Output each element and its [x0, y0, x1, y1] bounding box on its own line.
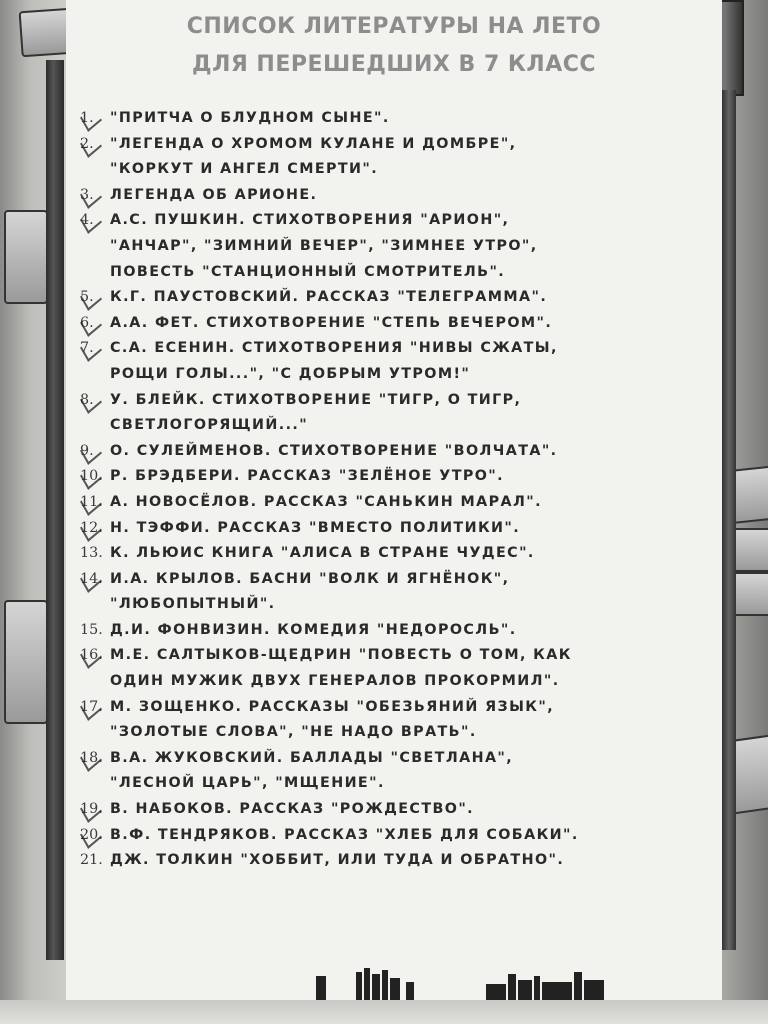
list-item	[80, 208, 710, 234]
item-text: В.Ф. ТЕНДРЯКОВ. РАССКАЗ "ХЛЕБ ДЛЯ СОБАКИ".	[110, 826, 579, 843]
item-number-checkmarked: 18.	[80, 746, 110, 772]
list-item	[80, 541, 710, 567]
item-text: ПОВЕСТЬ "СТАНЦИОННЫЙ СМОТРИТЕЛЬ".	[110, 263, 506, 280]
item-number: 15.	[80, 621, 103, 638]
document-page	[66, 0, 722, 1000]
list-item-continuation	[80, 720, 710, 746]
list-item	[80, 439, 710, 465]
item-text: ЛЕГЕНДА ОБ АРИОНЕ.	[110, 186, 318, 203]
item-text: А.С. ПУШКИН. СТИХОТВОРЕНИЯ "АРИОН",	[110, 212, 510, 229]
item-number-checkmarked: 3.	[80, 183, 110, 209]
list-item	[80, 567, 710, 593]
list-item-continuation	[80, 362, 710, 388]
item-text: В.А. ЖУКОВСКИЙ. БАЛЛАДЫ "СВЕТЛАНА",	[110, 749, 514, 766]
item-number-checkmarked: 20.	[80, 823, 110, 849]
item-text: И.А. КРЫЛОВ. БАСНИ "ВОЛК И ЯГНЁНОК",	[110, 570, 510, 587]
item-number-checkmarked: 1.	[80, 106, 110, 132]
list-item	[80, 823, 710, 849]
shelf-post-right	[722, 90, 736, 950]
item-text: Н. ТЭФФИ. РАССКАЗ "ВМЕСТО ПОЛИТИКИ".	[110, 519, 521, 536]
item-number-checkmarked: 8.	[80, 388, 110, 414]
list-item	[80, 643, 710, 669]
list-item-continuation	[80, 771, 710, 797]
list-item	[80, 311, 710, 337]
item-text: У. БЛЕЙК. СТИХОТВОРЕНИЕ "ТИГР, О ТИГР,	[110, 391, 522, 408]
item-text: К.Г. ПАУСТОВСКИЙ. РАССКАЗ "ТЕЛЕГРАММА".	[110, 289, 548, 306]
list-item	[80, 797, 710, 823]
item-text: А.А. ФЕТ. СТИХОТВОРЕНИЕ "СТЕПЬ ВЕЧЕРОМ".	[110, 314, 553, 331]
item-text: Р. БРЭДБЕРИ. РАССКАЗ "ЗЕЛЁНОЕ УТРО".	[110, 468, 504, 485]
list-item	[80, 106, 710, 132]
table-surface	[0, 1000, 768, 1024]
list-item-continuation	[80, 260, 710, 286]
list-item-continuation	[80, 234, 710, 260]
list-item	[80, 490, 710, 516]
item-text: В. НАБОКОВ. РАССКАЗ "РОЖДЕСТВО".	[110, 801, 475, 818]
list-item	[80, 183, 710, 209]
books-skyline-decoration	[316, 966, 616, 1000]
list-item-continuation	[80, 157, 710, 183]
item-number: 21.	[80, 852, 103, 869]
list-item	[80, 388, 710, 414]
list-item	[80, 848, 710, 874]
shelf-post-left	[46, 60, 64, 960]
item-text: ОДИН МУЖИК ДВУХ ГЕНЕРАЛОВ ПРОКОРМИЛ".	[110, 673, 560, 690]
item-number-checkmarked: 9.	[80, 439, 110, 465]
list-item-continuation	[80, 413, 710, 439]
item-text: "АНЧАР", "ЗИМНИЙ ВЕЧЕР", "ЗИМНЕЕ УТРО",	[110, 237, 538, 254]
item-text: Д.И. ФОНВИЗИН. КОМЕДИЯ "НЕДОРОСЛЬ".	[110, 621, 517, 638]
item-number-checkmarked: 19.	[80, 797, 110, 823]
item-text: "ЛЕСНОЙ ЦАРЬ", "МЩЕНИЕ".	[110, 775, 385, 792]
item-number: 13.	[80, 545, 103, 562]
item-text: М. ЗОЩЕНКО. РАССКАЗЫ "ОБЕЗЬЯНИЙ ЯЗЫК",	[110, 698, 555, 715]
reading-list	[80, 106, 710, 874]
item-number-checkmarked: 14.	[80, 567, 110, 593]
item-number-checkmarked: 4.	[80, 208, 110, 234]
list-item	[80, 695, 710, 721]
item-text: О. СУЛЕЙМЕНОВ. СТИХОТВОРЕНИЕ "ВОЛЧАТА".	[110, 442, 558, 459]
item-text: "ЗОЛОТЫЕ СЛОВА", "НЕ НАДО ВРАТЬ".	[110, 724, 477, 741]
list-item-continuation	[80, 592, 710, 618]
item-number-checkmarked: 10.	[80, 464, 110, 490]
list-item	[80, 132, 710, 158]
title-line-1: СПИСОК ЛИТЕРАТУРЫ НА ЛЕТО	[186, 14, 602, 39]
item-number-checkmarked: 17.	[80, 695, 110, 721]
item-number-checkmarked: 16.	[80, 643, 110, 669]
item-text: СВЕТЛОГОРЯЩИЙ..."	[110, 417, 309, 434]
item-text: К. ЛЬЮИС КНИГА "АЛИСА В СТРАНЕ ЧУДЕС".	[110, 545, 535, 562]
item-text: "ЛЮБОПЫТНЫЙ".	[110, 596, 276, 613]
item-number-checkmarked: 5.	[80, 285, 110, 311]
title-line-2: ДЛЯ ПЕРЕШЕДШИХ В 7 КЛАСС	[191, 52, 597, 77]
list-item	[80, 285, 710, 311]
item-text: "КОРКУТ И АНГЕЛ СМЕРТИ".	[110, 161, 379, 178]
book-stack-left	[4, 600, 48, 724]
item-number-checkmarked: 7.	[80, 336, 110, 362]
item-text: "ПРИТЧА О БЛУДНОМ СЫНЕ".	[110, 110, 390, 126]
item-number-checkmarked: 2.	[80, 132, 110, 158]
item-text: РОЩИ ГОЛЫ...", "С ДОБРЫМ УТРОМ!"	[110, 365, 471, 382]
item-text: М.Е. САЛТЫКОВ-ЩЕДРИН "ПОВЕСТЬ О ТОМ, КАК	[110, 647, 572, 664]
item-text: "ЛЕГЕНДА О ХРОМОМ КУЛАНЕ И ДОМБРЕ",	[110, 135, 517, 152]
item-number-checkmarked: 11.	[80, 490, 110, 516]
list-item-continuation	[80, 669, 710, 695]
item-text: С.А. ЕСЕНИН. СТИХОТВОРЕНИЯ "НИВЫ СЖАТЫ,	[110, 340, 558, 357]
item-text: А. НОВОСЁЛОВ. РАССКАЗ "САНЬКИН МАРАЛ".	[110, 493, 542, 510]
list-item	[80, 516, 710, 542]
book-open-left	[4, 210, 48, 304]
list-item	[80, 746, 710, 772]
list-item	[80, 618, 710, 644]
item-number-checkmarked: 12.	[80, 516, 110, 542]
list-item	[80, 464, 710, 490]
item-text: ДЖ. ТОЛКИН "ХОББИТ, ИЛИ ТУДА И ОБРАТНО".	[110, 852, 565, 869]
item-number-checkmarked: 6.	[80, 311, 110, 337]
list-item	[80, 336, 710, 362]
